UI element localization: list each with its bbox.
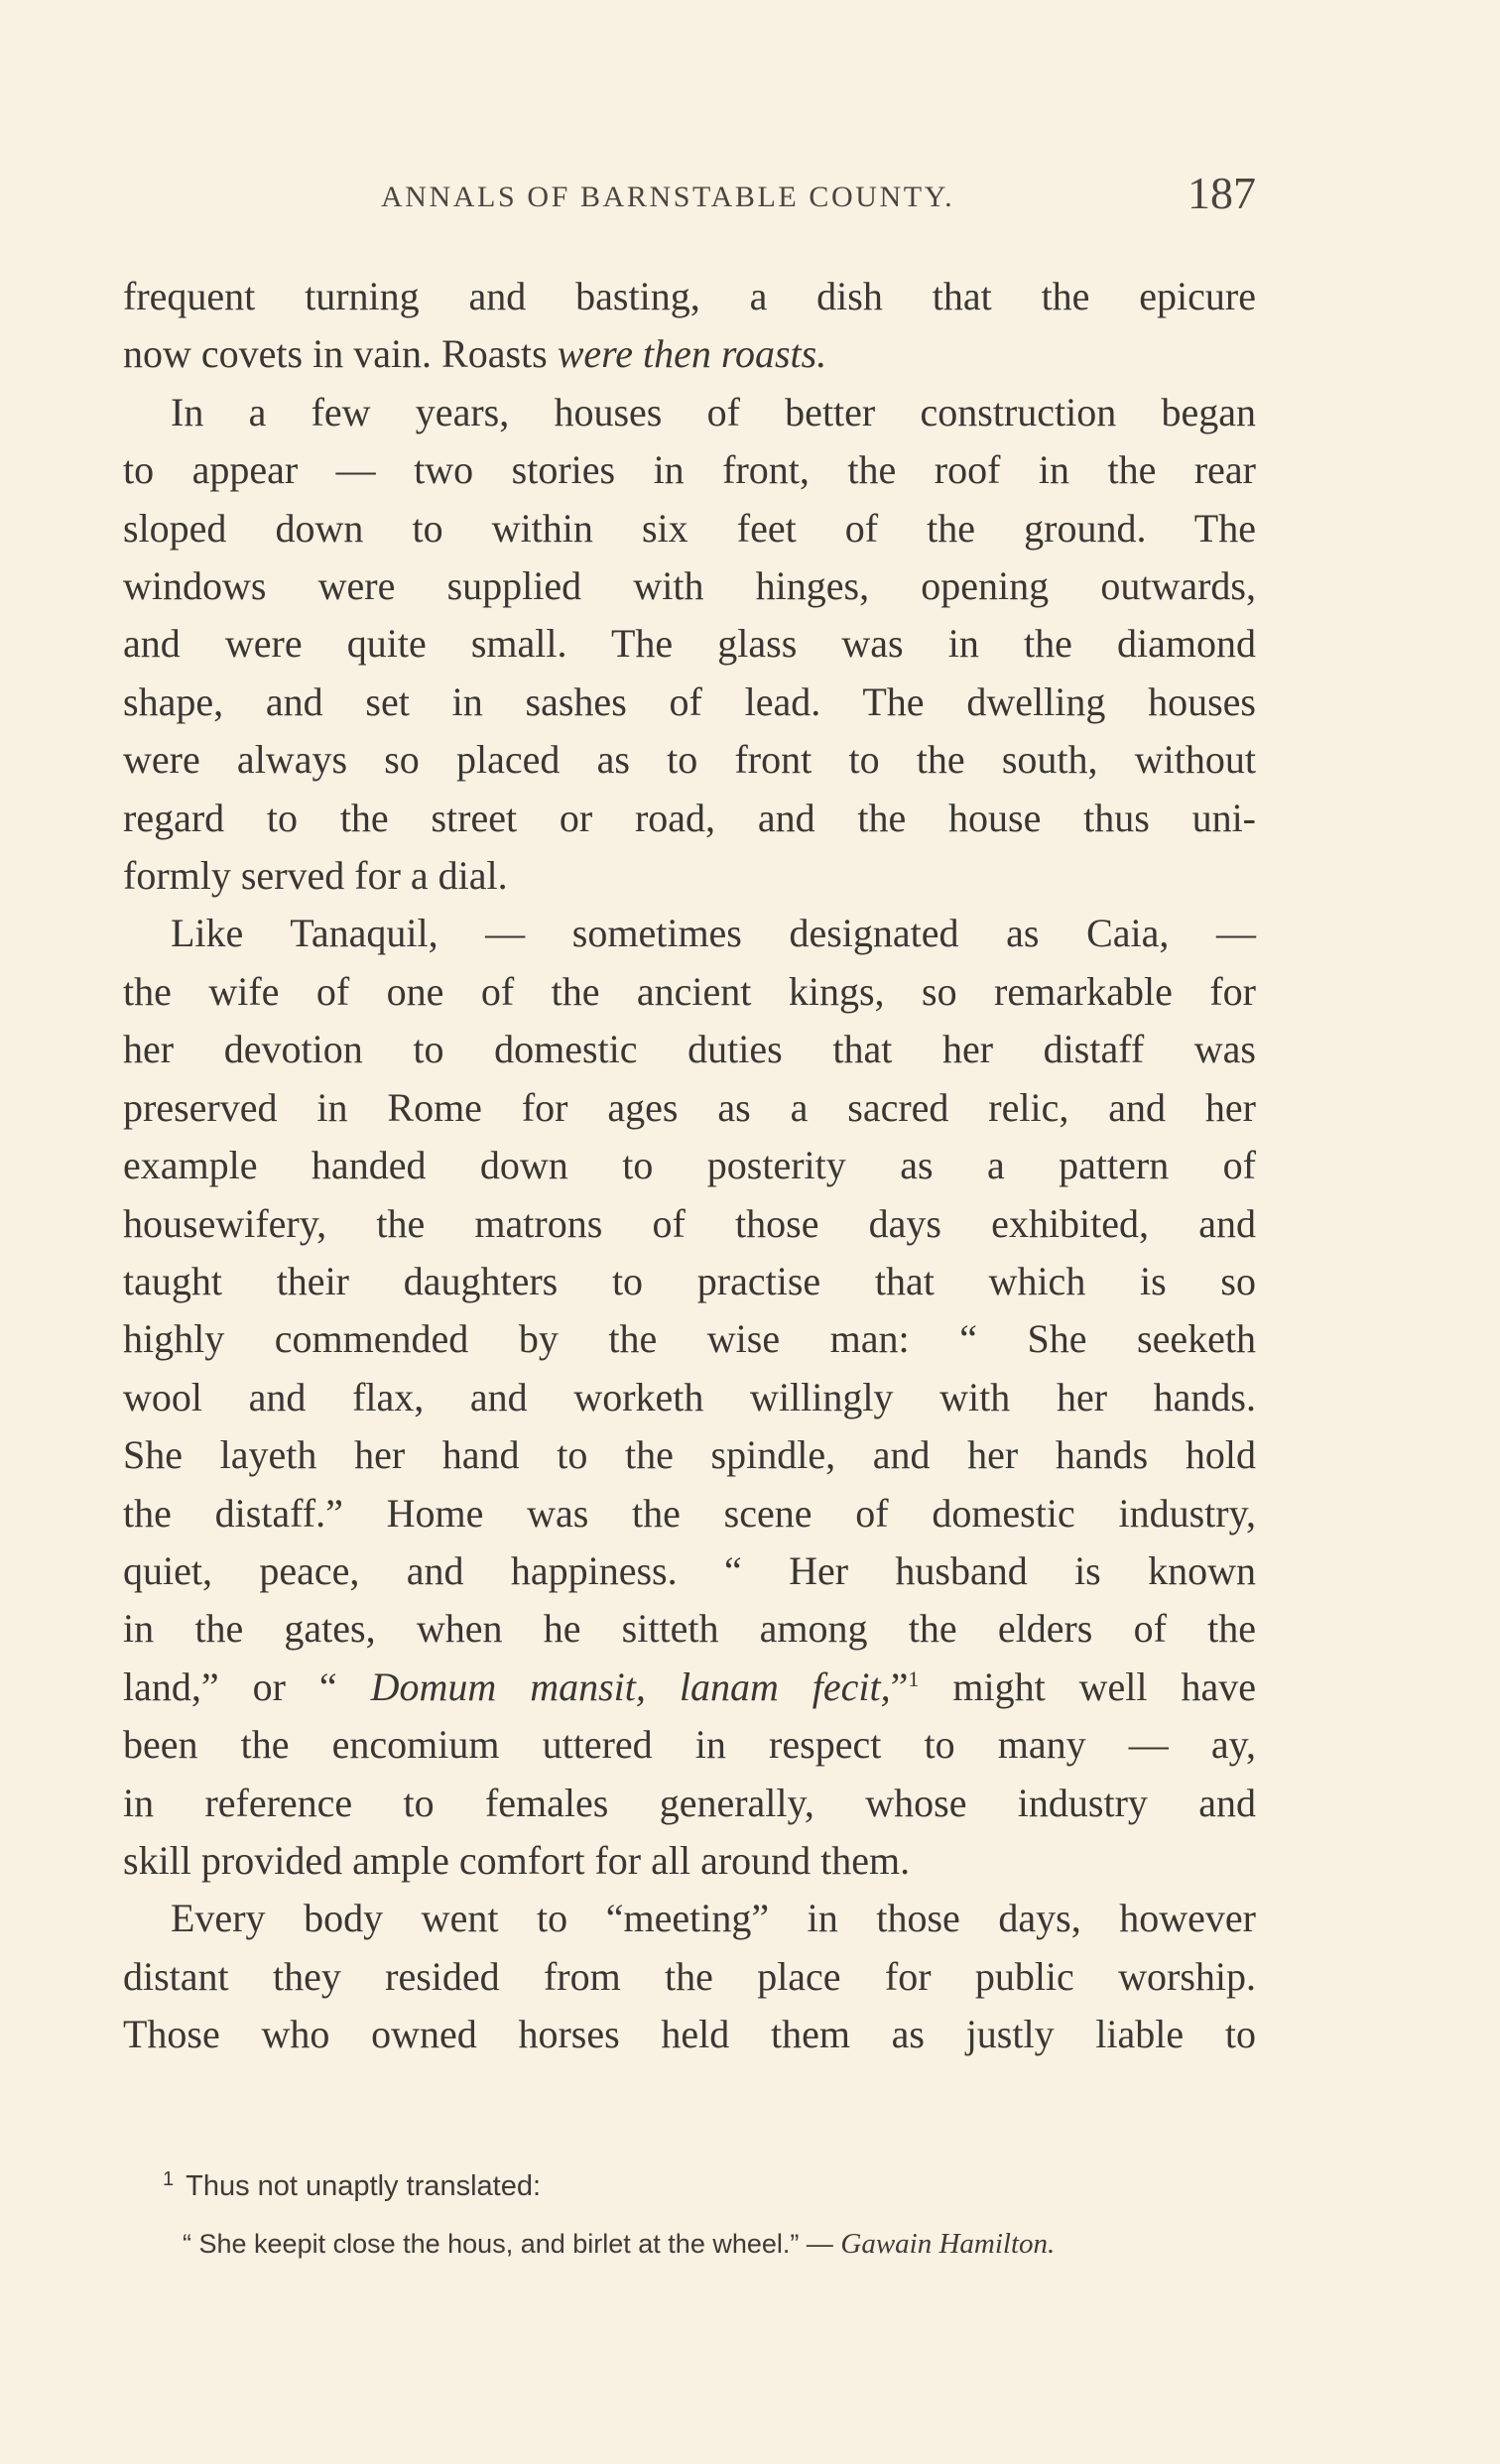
paragraph-1 [123, 268, 1256, 384]
footnote-quote-text: “ She keepit close the hous, and birlet at the wheel.” — [183, 2229, 841, 2259]
text-line: regard to the street or road, and the house thus uni- [123, 795, 1256, 840]
footnote-text: Thus not unaptly translated: [186, 2170, 542, 2202]
footnote-attribution: Gawain Hamilton. [840, 2228, 1056, 2260]
running-head: ANNALS OF BARNSTABLE COUNTY. [381, 181, 955, 213]
text-line: skill provided ample comfort for all around them. [123, 1837, 911, 1883]
text-line: distant they resided from the place for public worship. [123, 1953, 1256, 1999]
text-line: highly commended by the wise man: “ She seeketh [123, 1316, 1256, 1362]
text-line: shape, and set in sashes of lead. The dwelling houses [123, 678, 1256, 724]
footnote-quote [123, 2215, 1256, 2273]
text-line: her devotion to domestic duties that her distaff was [123, 1027, 1256, 1072]
text-line: example handed down to posterity as a pattern of [123, 1143, 1256, 1188]
text-line: preserved in Rome for ages as a sacred relic, and her [123, 1084, 1256, 1130]
text-line [123, 1659, 1256, 1716]
text-line: been the encomium uttered in respect to many — ay, [123, 1722, 1256, 1768]
italic-phrase: were then roasts. [557, 331, 827, 377]
text-line: housewifery, the matrons of those days exhibited, and [123, 1200, 1256, 1246]
text-line: frequent turning and basting, a dish that the epicure [123, 274, 1256, 318]
text-line: in reference to females generally, whose industry and [123, 1780, 1256, 1825]
body-text [123, 268, 1256, 2064]
text-segment: now covets in vain. Roasts [123, 331, 558, 377]
text-line: Every body went to “meeting” in those days, however [171, 1896, 1256, 1941]
page-number: 187 [1188, 168, 1256, 218]
text-line: taught their daughters to practise that which is so [123, 1258, 1256, 1303]
latin-phrase: Domum mansit, lanam fecit, [370, 1663, 891, 1709]
text-line: Those who owned horses held them as justly liable to [123, 2012, 1256, 2057]
text-line: in the gates, when he sitteth among the elders of the [123, 1606, 1256, 1652]
text-segment: might well have [919, 1663, 1256, 1709]
paragraph-3 [123, 905, 1256, 1890]
text-line: to appear — two stories in front, the roof in the rear [123, 447, 1256, 493]
text-line: the wife of one of the ancient kings, so remarkable for [123, 968, 1256, 1014]
footnote-reference[interactable]: 1 [908, 1665, 920, 1691]
text-line: the distaff.” Home was the scene of domestic industry, [123, 1490, 1256, 1536]
text-line: quiet, peace, and happiness. “ Her husband is known [123, 1547, 1256, 1593]
text-line: She layeth her hand to the spindle, and her hands hold [123, 1432, 1256, 1478]
text-line: were always so placed as to front to the south, without [123, 737, 1256, 783]
text-segment: land,” or “ [123, 1663, 371, 1709]
text-line: sloped down to within six feet of the ground. The [123, 505, 1256, 551]
text-line: wool and flax, and worketh willingly with her hands. [123, 1374, 1256, 1419]
text-line: and were quite small. The glass was in the diamond [123, 621, 1256, 667]
text-segment: ” [890, 1663, 909, 1709]
text-line: In a few years, houses of better construction began [171, 389, 1256, 434]
footnote-1 [123, 2151, 1256, 2215]
footnote-marker: 1 [163, 2168, 175, 2190]
text-line: formly served for a dial. [123, 853, 508, 899]
footnotes [123, 2151, 1256, 2273]
paragraph-2 [123, 384, 1256, 906]
text-line: windows were supplied with hinges, opening outwards, [123, 563, 1256, 609]
text-line: Like Tanaquil, — sometimes designated as Caia, — [171, 911, 1256, 956]
page-header [123, 167, 1256, 226]
paragraph-4 [123, 1890, 1256, 2063]
text-line [123, 325, 1256, 383]
